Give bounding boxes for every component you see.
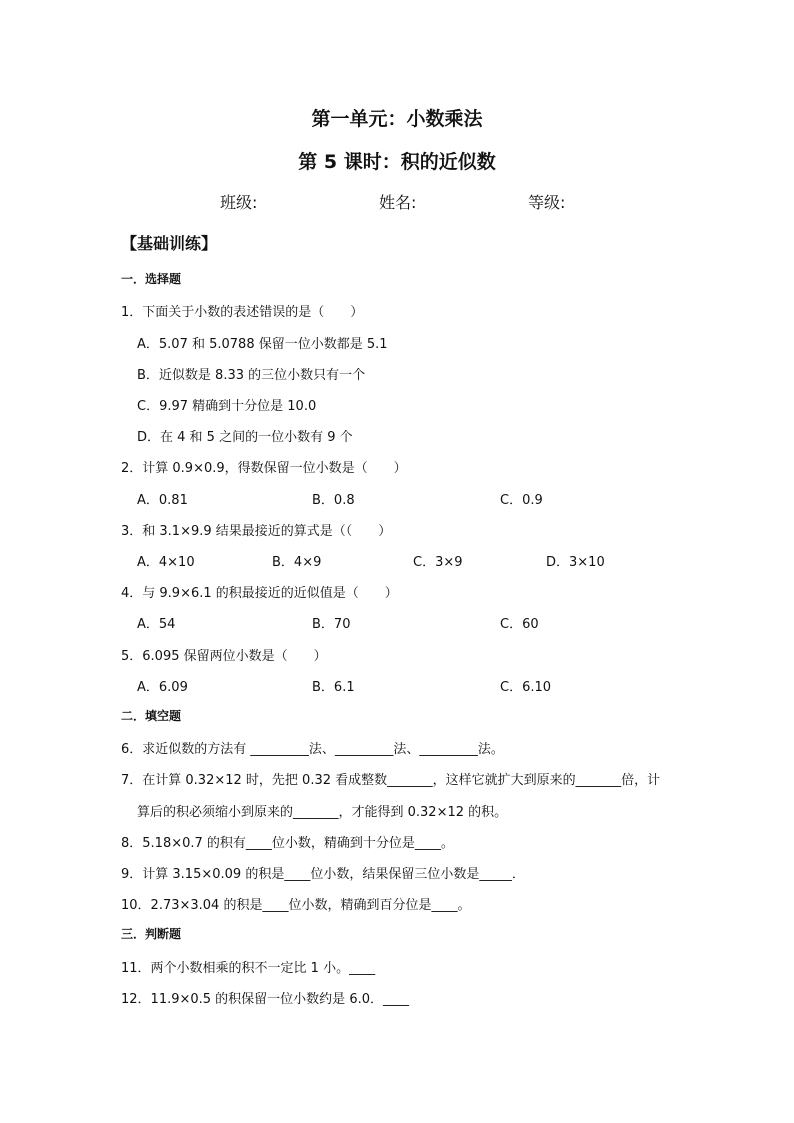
q3-option-c: C．3×9 (413, 555, 463, 570)
q2-option-a: A．0.81 (137, 493, 188, 508)
q1-option-c: C．9.97 精确到十分位是 10.0 (137, 399, 317, 414)
q5-option-b: B．6.1 (312, 680, 355, 695)
question-6: 6．求近似数的方法有 _________法、_________法、_________法。 (121, 742, 504, 757)
part3-heading: 三．判断题 (121, 927, 182, 941)
question-8: 8．5.18×0.7 的积有____位小数，精确到十分位是____。 (121, 836, 454, 851)
question-5: 5．6.095 保留两位小数是（ ） (121, 649, 327, 664)
question-2: 2．计算 0.9×0.9，得数保留一位小数是（ ） (121, 461, 407, 476)
question-11: 11．两个小数相乘的积不一定比 1 小。____ (121, 961, 376, 976)
question-1: 1．下面关于小数的表述错误的是（ ） (121, 305, 364, 320)
q2-option-b: B．0.8 (312, 493, 355, 508)
question-9: 9．计算 3.15×0.09 的积是____位小数，结果保留三位小数是_____． (121, 867, 525, 882)
unit-title: 第一单元：小数乘法 (311, 108, 483, 130)
question-12: 12．11.9×0.5 的积保留一位小数约是 6.0．____ (121, 992, 409, 1007)
q3-option-b: B．4×9 (272, 555, 322, 570)
lesson-title: 第 5 课时：积的近似数 (298, 151, 496, 173)
part2-heading: 二．填空题 (121, 709, 182, 723)
q4-option-b: B．70 (312, 617, 351, 632)
question-4: 4．与 9.9×6.1 的积最接近的近似值是（ ） (121, 586, 398, 601)
q4-option-a: A．54 (137, 617, 176, 632)
question-3: 3．和 3.1×9.9 结果最接近的算式是（（ ） (121, 524, 392, 539)
q1-option-d: D．在 4 和 5 之间的一位小数有 9 个 (137, 430, 353, 445)
q5-option-a: A．6.09 (137, 680, 188, 695)
q3-option-d: D．3×10 (546, 555, 605, 570)
section-label: 【基础训练】 (121, 234, 218, 253)
q1-option-a: A．5.07 和 5.0788 保留一位小数都是 5.1 (137, 337, 388, 352)
q3-option-a: A．4×10 (137, 555, 195, 570)
q2-option-c: C．0.9 (500, 493, 543, 508)
question-7-line2: 算后的积必须缩小到原来的_______，才能得到 0.32×12 的积。 (137, 805, 508, 820)
part1-heading: 一．选择题 (121, 272, 182, 286)
question-7-line1: 7．在计算 0.32×12 时，先把 0.32 看成整数_______，这样它就扩大到原来的_______倍，计 (121, 773, 661, 788)
grade-label: 等级: (528, 193, 566, 212)
class-label: 班级: (220, 193, 258, 212)
name-label: 姓名: (379, 193, 417, 212)
q5-option-c: C．6.10 (500, 680, 552, 695)
question-10: 10．2.73×3.04 的积是____位小数，精确到百分位是____。 (121, 898, 471, 913)
q4-option-c: C．60 (500, 617, 539, 632)
q1-option-b: B．近似数是 8.33 的三位小数只有一个 (137, 368, 366, 383)
